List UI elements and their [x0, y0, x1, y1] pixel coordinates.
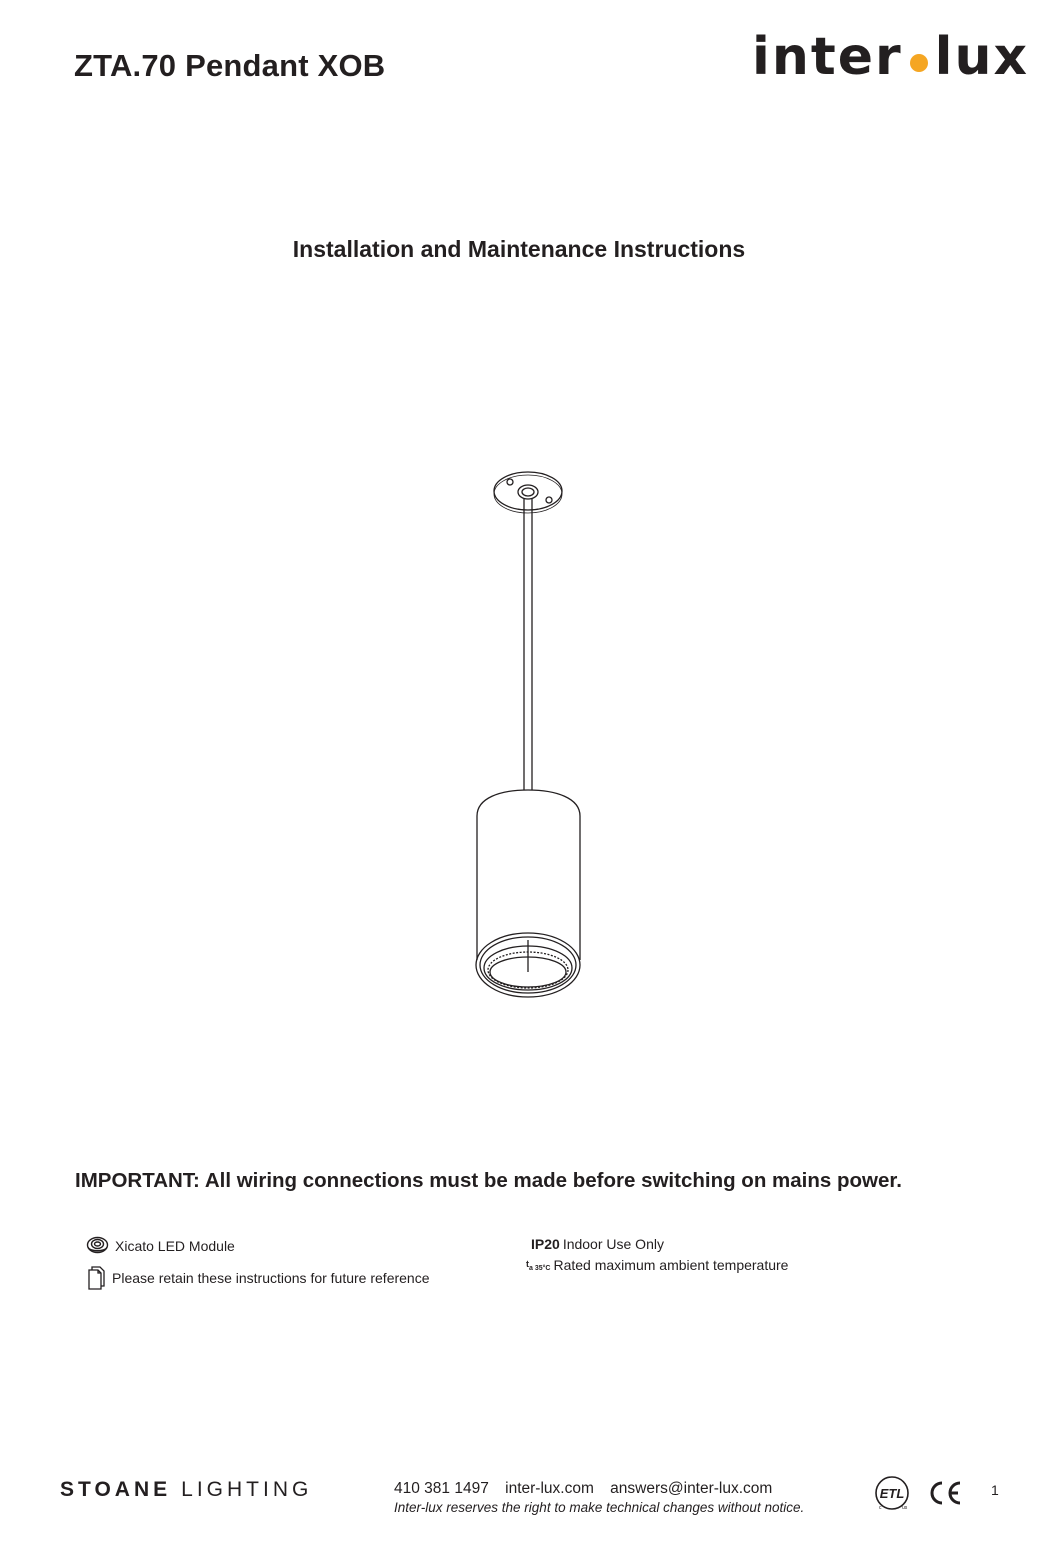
document-icon — [88, 1266, 106, 1290]
pendant-luminaire-illustration — [460, 460, 600, 1010]
ta-symbol — [526, 1259, 550, 1272]
contact-line — [394, 1480, 784, 1498]
led-module-icon — [86, 1236, 109, 1256]
legend-ta-text: Rated maximum ambient temperature — [553, 1257, 789, 1273]
brand-stoane: STOANE — [60, 1478, 172, 1501]
legend-retain-text: Please retain these instructions for future reference — [112, 1270, 430, 1286]
logo-dot — [910, 54, 928, 72]
inter-lux-logo — [752, 28, 1029, 86]
legend-ip-rating — [531, 1236, 664, 1252]
product-title: ZTA.70 Pendant XOB — [74, 48, 386, 83]
email-link[interactable]: answers@inter-lux.com — [610, 1480, 773, 1497]
logo-text-inter: inter — [752, 27, 903, 87]
certification-marks — [873, 1474, 963, 1517]
ta-symbol-t: t — [526, 1258, 529, 1269]
svg-text:c: c — [879, 1505, 882, 1511]
ce-mark-icon — [927, 1479, 963, 1512]
ta-symbol-sub: a 35°C — [529, 1264, 551, 1272]
svg-text:us: us — [902, 1505, 908, 1511]
ip20-code: IP20 — [531, 1236, 560, 1252]
phone-number: 410 381 1497 — [394, 1480, 489, 1497]
document-heading: Installation and Maintenance Instructions — [292, 236, 746, 262]
svg-text:ETL: ETL — [879, 1486, 905, 1501]
disclaimer: Inter-lux reserves the right to make technical changes without notice. — [394, 1500, 805, 1515]
stoane-lighting-brand — [60, 1478, 312, 1502]
legend-retain-instructions — [88, 1266, 430, 1290]
website-link[interactable]: inter-lux.com — [505, 1480, 594, 1497]
brand-lighting: LIGHTING — [181, 1478, 313, 1501]
logo-text-lux: lux — [934, 27, 1030, 87]
legend-led-module — [86, 1236, 235, 1256]
etl-listed-icon — [873, 1474, 911, 1517]
legend-ip-text: Indoor Use Only — [562, 1236, 664, 1252]
page-number: 1 — [991, 1482, 999, 1498]
legend-ambient-temperature — [526, 1257, 788, 1273]
important-notice: IMPORTANT: All wiring connections must be made before switching on mains power. — [75, 1169, 902, 1192]
legend-led-module-text: Xicato LED Module — [115, 1238, 235, 1254]
